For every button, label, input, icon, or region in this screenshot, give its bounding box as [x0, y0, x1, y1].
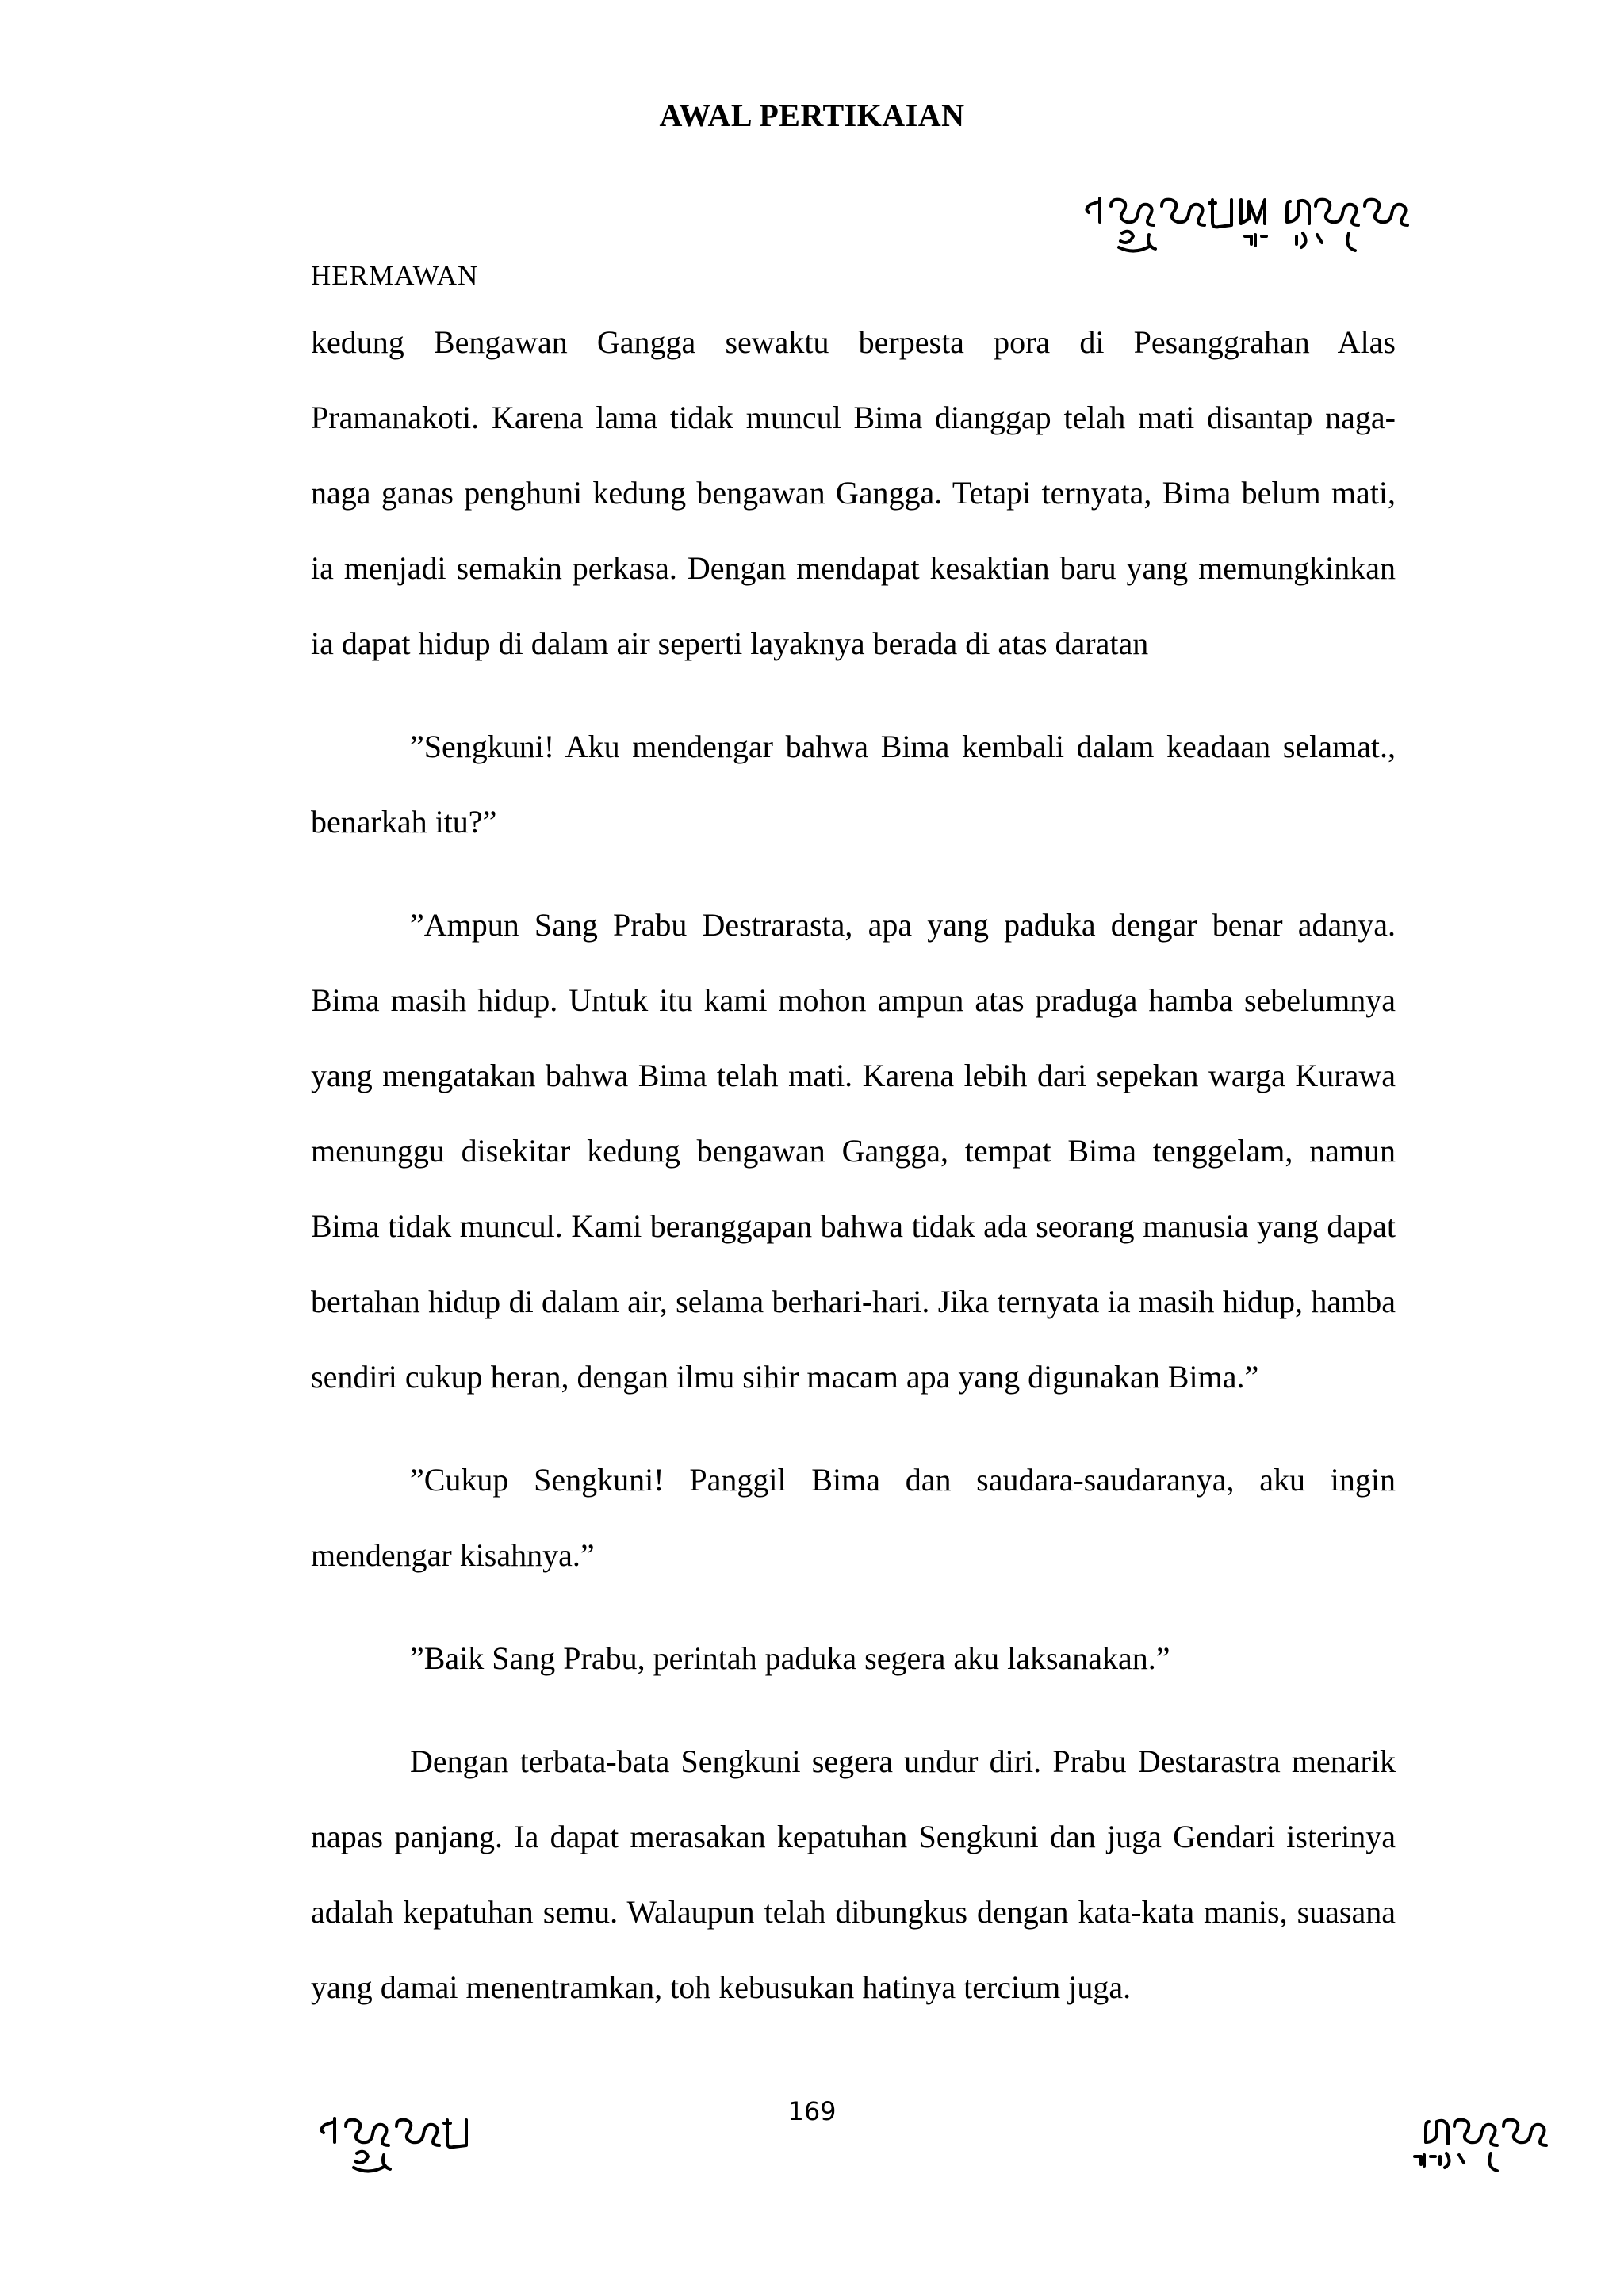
paragraph: kedung Bengawan Gangga sewaktu berpesta pora di Pesanggrahan Alas Pramanakoti. Karena lama tidak muncul Bima dianggap telah mati disantap naga-naga ganas penghuni kedung bengawan Gangga. Tetapi ternyata, Bima belum mati, ia menjadi semakin perkasa. Dengan mendapat kesaktian baru yang memungkinkan ia dapat hidup di dalam air seperti layaknya berada di atas daratan: [311, 324, 1396, 661]
paragraph: ”Sengkuni! Aku mendengar bahwa Bima kembali dalam keadaan selamat., benarkah itu?”: [311, 729, 1396, 840]
javanese-script-footer-right-logo: [1411, 2109, 1570, 2180]
author-name: HERMAWAN: [311, 260, 479, 291]
paragraph: ”Cukup Sengkuni! Panggil Bima dan saudara-saudaranya, aku ingin mendengar kisahnya.”: [311, 1462, 1396, 1573]
paragraph: ”Ampun Sang Prabu Destrarasta, apa yang paduka dengar benar adanya. Bima masih hidup. Untuk itu kami mohon ampun atas praduga hamba sebelumnya yang mengatakan bahwa Bima telah mati. Karena lebih dari sepekan warga Kurawa menunggu disekitar kedung bengawan Gangga, tempat Bima tenggelam, namun Bima tidak muncul. Kami beranggapan bahwa tidak ada seorang manusia yang dapat bertahan hidup di dalam air, selama berhari-hari. Jika ternyata ia masih hidup, hamba sendiri cukup heran, dengan ilmu sihir macam apa yang digunakan Bima.”: [311, 907, 1396, 1395]
paragraph: ”Baik Sang Prabu, perintah paduka segera aku laksanakan.”: [410, 1640, 1170, 1676]
javanese-script-header-logo: [1082, 189, 1415, 268]
paragraph: Dengan terbata-bata Sengkuni segera undur diri. Prabu Destarastra menarik napas panjang. Ia dapat merasakan kepatuhan Sengkuni dan juga Gendari isterinya adalah kepatuhan semu. Walaupun telah dibungkus dengan kata-kata manis, suasana yang damai menentramkan, toh kebusukan hatinya tercium juga.: [311, 1743, 1396, 2005]
javanese-script-footer-left-logo: [317, 2109, 500, 2180]
page-number: 169: [787, 2096, 837, 2126]
body-text: [311, 304, 1396, 2025]
page-title: AWAL PERTIKAIAN: [659, 98, 965, 133]
